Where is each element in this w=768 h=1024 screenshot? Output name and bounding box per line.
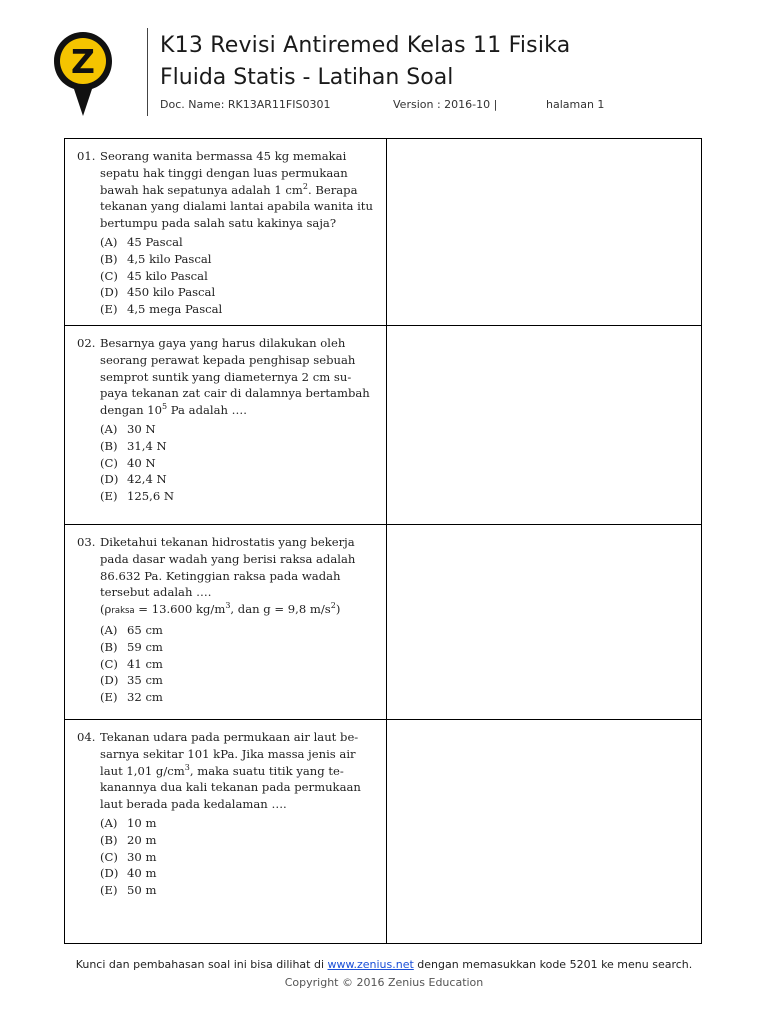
question-text: Diketahui tekanan hidrostatis yang bekerja pada dasar wadah yang berisi raksa adalah 86.632 Pa. Ketinggian raksa pada wadah tersebut adalah …. bbox=[100, 535, 356, 600]
question-cell bbox=[65, 139, 387, 325]
copyright: Copyright © 2016 Zenius Education bbox=[284, 976, 484, 989]
option-e: (E) 50 m bbox=[100, 883, 157, 898]
question-number: 01. bbox=[77, 149, 96, 163]
option-e: (E) 32 cm bbox=[100, 690, 163, 705]
option-d: (D) 40 m bbox=[100, 866, 157, 881]
header-divider bbox=[147, 28, 148, 116]
option-a: (A) 65 cm bbox=[100, 622, 163, 637]
question-given: (ρraksa = 13.600 $kg/m^3$, dan g = 9,8 $m/s^2$) bbox=[100, 601, 341, 617]
question-cell bbox=[65, 326, 387, 524]
doc-name: Doc. Name: RK13AR11FIS0301 bbox=[160, 98, 331, 111]
option-d: (D) 35 cm bbox=[100, 673, 163, 688]
document-subtitle: Fluida Statis - Latihan Soal bbox=[160, 65, 454, 90]
option-c: (C) 40 N bbox=[100, 455, 156, 470]
question-number: 03. bbox=[77, 535, 96, 549]
option-e: (E) 4,5 mega Pascal bbox=[100, 302, 223, 317]
document-title: K13 Revisi Antiremed Kelas 11 Fisika bbox=[160, 33, 571, 58]
option-d: (D) 450 kilo Pascal bbox=[100, 285, 216, 300]
option-b: (B) 20 m bbox=[100, 832, 157, 847]
question-text: Besarnya gaya yang harus dilakukan oleh seorang perawat kepada penghisap sebuah semprot suntik yang diameternya 2 cm su-paya tekanan zat cair di dalamnya bertambah dengan $10^5$ Pa adalah …. bbox=[100, 336, 370, 418]
option-c: (C) 30 m bbox=[100, 849, 157, 864]
question-row-1 bbox=[65, 139, 701, 326]
question-number: 04. bbox=[77, 730, 96, 744]
question-row-4 bbox=[65, 720, 701, 943]
option-a: (A) 10 m bbox=[100, 815, 157, 830]
option-b: (B) 4,5 kilo Pascal bbox=[100, 251, 212, 266]
option-list bbox=[100, 421, 377, 505]
option-list bbox=[100, 622, 377, 706]
page-number: halaman 1 bbox=[546, 98, 605, 111]
question-cell bbox=[65, 525, 387, 719]
option-c: (C) 45 kilo Pascal bbox=[100, 268, 208, 283]
doc-version: Version : 2016-10 | bbox=[393, 98, 498, 111]
option-b: (B) 31,4 N bbox=[100, 438, 167, 453]
question-text: Tekanan udara pada permukaan air laut be-sarnya sekitar 101 kPa. Jika massa jenis air laut 1,01 $g/cm^3$, maka suatu titik yang te-kanannya dua kali tekanan pada permukaan laut berada pada kedalaman …. bbox=[100, 730, 361, 812]
zenius-logo bbox=[52, 30, 114, 120]
option-a: (A) 30 N bbox=[100, 421, 156, 436]
option-a: (A) 45 Pascal bbox=[100, 234, 183, 249]
option-b: (B) 59 cm bbox=[100, 639, 163, 654]
logo-letter: Z bbox=[71, 42, 95, 81]
question-text: Seorang wanita bermassa 45 kg memakai sepatu hak tinggi dengan luas permukaan bawah hak sepatunya adalah 1 $cm^2$. Berapa tekanan yang dialami lantai apabila wanita itu bertumpu pada salah satu kakinya saja? bbox=[100, 149, 373, 231]
question-number: 02. bbox=[77, 336, 96, 350]
question-row-3 bbox=[65, 525, 701, 720]
question-table bbox=[64, 138, 702, 944]
option-list bbox=[100, 234, 377, 318]
option-d: (D) 42,4 N bbox=[100, 472, 167, 487]
option-c: (C) 41 cm bbox=[100, 656, 163, 671]
question-cell bbox=[65, 720, 387, 943]
zenius-link[interactable]: www.zenius.net bbox=[327, 958, 414, 971]
option-e: (E) 125,6 N bbox=[100, 489, 175, 504]
question-row-2 bbox=[65, 326, 701, 525]
option-list bbox=[100, 815, 377, 899]
footer-note: Kunci dan pembahasan soal ini bisa dilihat di www.zenius.net dengan memasukkan kode 5201 ke menu search. bbox=[75, 958, 693, 971]
